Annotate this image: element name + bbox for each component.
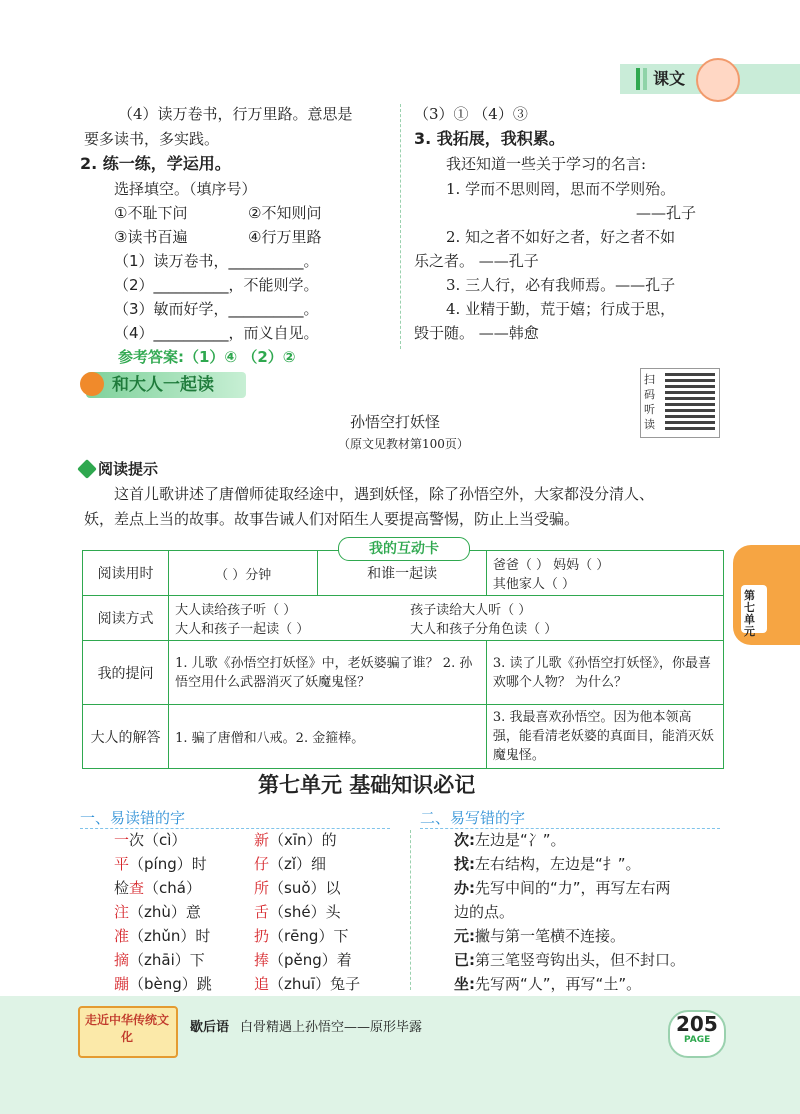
highlight-char: 舌 bbox=[254, 903, 270, 921]
highlight-char: 一 bbox=[114, 831, 130, 849]
column-divider bbox=[410, 830, 411, 990]
highlight-char: 捧 bbox=[254, 951, 270, 969]
tip-line-2: 妖，差点上当的故事。故事告诫人们对陌生人要提高警惕，防止上当受骗。 bbox=[84, 510, 580, 528]
rule-text: 先写两“人”，再写“土”。 bbox=[475, 975, 642, 993]
read-wrong-item bbox=[114, 924, 210, 948]
header-mark bbox=[636, 68, 640, 90]
pinyin-text: （zhǔn）时 bbox=[129, 927, 211, 945]
footer-label: 歇后语 bbox=[190, 1020, 230, 1035]
char-label: 坐: bbox=[454, 975, 475, 993]
pinyin-text: （píng）时 bbox=[129, 855, 207, 873]
parents-field[interactable]: 爸爸（ ） 妈妈（ ） bbox=[492, 558, 610, 573]
story-source: （原文见教材第100页） bbox=[338, 437, 469, 451]
option-1: ①不耻下问 bbox=[114, 204, 188, 222]
highlight-char: 仔 bbox=[254, 855, 270, 873]
banner-title: 和大人一起读 bbox=[112, 375, 214, 395]
read-wrong-item bbox=[114, 948, 205, 972]
pinyin-text: （zhāi）下 bbox=[129, 951, 205, 969]
pinyin-text bbox=[129, 879, 201, 897]
rule-text: 先写中间的“力”，再写左右两 bbox=[475, 879, 671, 897]
footer-saying: 白骨精遇上孙悟空——原形毕露 bbox=[240, 1020, 423, 1035]
family-field[interactable]: 其他家人（ ） bbox=[492, 577, 576, 592]
time-field[interactable]: （ ）分钟 bbox=[169, 551, 318, 596]
read-wrong-item bbox=[114, 900, 201, 924]
section-heading: 3. 我拓展，我积累。 bbox=[414, 129, 565, 148]
read-wrong-item bbox=[254, 828, 337, 852]
char-label: 办: bbox=[454, 879, 475, 897]
write-wrong-item bbox=[454, 924, 625, 948]
pinyin-text: （chá） bbox=[144, 879, 201, 897]
write-wrong-item bbox=[454, 876, 671, 900]
qr-code-icon bbox=[665, 372, 715, 430]
char-label: 找: bbox=[454, 855, 475, 873]
highlight-char: 所 bbox=[254, 879, 270, 897]
pinyin-text: （zhuī）兔子 bbox=[269, 975, 361, 993]
highlight-char: 平 bbox=[114, 855, 130, 873]
mascot-icon bbox=[696, 58, 740, 102]
pinyin-text: 次（cì） bbox=[129, 831, 187, 849]
highlight-char: 扔 bbox=[254, 927, 270, 945]
answer-text: 1. 骗了唐僧和八戒。2. 金箍棒。 bbox=[169, 705, 487, 769]
read-wrong-item bbox=[254, 876, 341, 900]
answer-text: 3. 我最喜欢孙悟空。因为他本领高强，能看清老妖婆的真面目，能消灭妖魔鬼怪。 bbox=[486, 705, 723, 769]
rule-text: 撇与第一笔横不连接。 bbox=[475, 927, 626, 945]
unit-title: 第七单元 基础知识必记 bbox=[258, 773, 476, 797]
pinyin-text: （zǐ）细 bbox=[269, 855, 327, 873]
question-text: 1. 儿歌《孙悟空打妖怪》中，老妖婆骗了谁？ 2. 孙悟空用什么武器消灭了妖魔鬼怪？ bbox=[169, 641, 487, 705]
read-wrong-item bbox=[114, 972, 212, 996]
rule-text: 第三笔竖弯钩出头，但不封口。 bbox=[475, 951, 686, 969]
page-number: 205 bbox=[676, 1012, 718, 1036]
row-label: 我的提问 bbox=[83, 641, 169, 705]
write-wrong-item bbox=[454, 900, 514, 924]
option-4: ④行万里路 bbox=[248, 228, 322, 246]
pinyin-text: （xīn）的 bbox=[269, 831, 337, 849]
section-heading: 2. 练一练，学运用。 bbox=[80, 154, 231, 173]
interactive-card-table bbox=[82, 550, 724, 769]
char-label: 次: bbox=[454, 831, 475, 849]
pinyin-text: （rēng）下 bbox=[269, 927, 349, 945]
rule-text: 左右结构，左边是“扌”。 bbox=[475, 855, 641, 873]
read-with-label: 和谁一起读 bbox=[318, 551, 487, 596]
char-label: 元: bbox=[454, 927, 475, 945]
tip-line-1: 这首儿歌讲述了唐僧师徒取经途中，遇到妖怪，除了孙悟空外，大家都没分清人、 bbox=[114, 485, 655, 503]
fill-question-1: （1）读万卷书，__________。 bbox=[114, 252, 319, 270]
read-wrong-heading: 一、易读错的字 bbox=[80, 809, 186, 827]
highlight-char: 查 bbox=[129, 879, 145, 897]
pinyin-text: （zhù）意 bbox=[129, 903, 201, 921]
page-word: PAGE bbox=[684, 1035, 711, 1045]
row-label: 大人的解答 bbox=[83, 705, 169, 769]
column-divider bbox=[400, 104, 401, 349]
highlight-char: 准 bbox=[114, 927, 130, 945]
write-wrong-heading: 二、易写错的字 bbox=[420, 809, 526, 827]
read-wrong-item bbox=[254, 924, 348, 948]
option-2: ②不知则问 bbox=[248, 204, 322, 222]
rule-text: 左边是“冫”。 bbox=[475, 831, 566, 849]
left-line1: （4）读万卷书，行万里路。意思是 bbox=[118, 105, 353, 123]
qr-label: 扫码听读 bbox=[644, 373, 655, 431]
mode-option[interactable]: 孩子读给大人听（ ） bbox=[410, 603, 532, 618]
side-tab-text: 第七单元 bbox=[744, 589, 755, 638]
write-wrong-item bbox=[454, 852, 641, 876]
mode-option[interactable]: 大人读给孩子听（ ） bbox=[175, 603, 297, 618]
pinyin-text: （pěng）着 bbox=[269, 951, 352, 969]
read-wrong-item bbox=[254, 972, 360, 996]
highlight-char: 摘 bbox=[114, 951, 130, 969]
rule-text: 边的点。 bbox=[454, 903, 515, 921]
instruction: 选择填空。（填序号） bbox=[114, 180, 257, 198]
header-mark bbox=[643, 68, 647, 90]
fill-question-3: （3）敏而好学，__________。 bbox=[114, 300, 319, 318]
read-wrong-item bbox=[254, 852, 326, 876]
intro-text: 我还知道一些关于学习的名言: bbox=[446, 155, 647, 173]
quote-2: 2. 知之者不如好之者，好之者不如 bbox=[446, 228, 676, 246]
tip-heading: 阅读提示 bbox=[98, 460, 159, 478]
char-label: 已: bbox=[454, 951, 475, 969]
question-text: 3. 读了儿歌《孙悟空打妖怪》，你最喜欢哪个人物？ 为什么？ bbox=[486, 641, 723, 705]
write-wrong-item bbox=[454, 948, 685, 972]
highlight-char: 注 bbox=[114, 903, 130, 921]
orange-icon bbox=[80, 372, 104, 396]
row-label: 阅读用时 bbox=[83, 551, 169, 596]
highlight-char: 新 bbox=[254, 831, 270, 849]
card-tag: 我的互动卡 bbox=[338, 537, 470, 561]
fill-question-4: （4）__________，而义自见。 bbox=[114, 324, 319, 342]
quote-4-cont: 毁于随。 ——韩愈 bbox=[414, 324, 539, 342]
right-line1: （3）① （4）③ bbox=[414, 105, 528, 123]
header-label: 课文 bbox=[653, 69, 686, 88]
mode-option[interactable]: 大人和孩子分角色读（ ） bbox=[410, 622, 558, 637]
write-wrong-item bbox=[454, 828, 566, 852]
leaf-icon bbox=[77, 459, 97, 479]
read-wrong-item bbox=[114, 876, 201, 900]
pinyin-text: （bèng）跳 bbox=[129, 975, 212, 993]
highlight-char: 检 bbox=[114, 879, 130, 897]
pinyin-text: （suǒ）以 bbox=[269, 879, 341, 897]
highlight-char: 蹦 bbox=[114, 975, 130, 993]
mode-option[interactable]: 大人和孩子一起读（ ） bbox=[175, 622, 310, 637]
reference-answer: 参考答案:（1）④ （2）② bbox=[118, 348, 296, 366]
fill-question-2: （2）__________，不能则学。 bbox=[114, 276, 319, 294]
quote-2-cont: 乐之者。 ——孔子 bbox=[414, 252, 539, 270]
read-wrong-item bbox=[254, 900, 341, 924]
highlight-char: 追 bbox=[254, 975, 270, 993]
quote-1: 1. 学而不思则罔，思而不学则殆。 bbox=[446, 180, 676, 198]
quote-3: 3. 三人行，必有我师焉。——孔子 bbox=[446, 276, 676, 294]
left-line2: 要多读书，多实践。 bbox=[84, 130, 220, 148]
culture-stamp-text: 走近中华传统文化 bbox=[84, 1013, 169, 1044]
row-label: 阅读方式 bbox=[83, 596, 169, 641]
read-wrong-item bbox=[114, 828, 186, 852]
read-wrong-item bbox=[254, 948, 352, 972]
pinyin-text: （shé）头 bbox=[269, 903, 341, 921]
quote-4: 4. 业精于勤，荒于嬉；行成于思， bbox=[446, 300, 676, 318]
read-wrong-item bbox=[114, 852, 207, 876]
write-wrong-item bbox=[454, 972, 641, 996]
option-3: ③读书百遍 bbox=[114, 228, 188, 246]
story-title: 孙悟空打妖怪 bbox=[350, 413, 441, 431]
quote-1-author: ——孔子 bbox=[636, 204, 697, 222]
